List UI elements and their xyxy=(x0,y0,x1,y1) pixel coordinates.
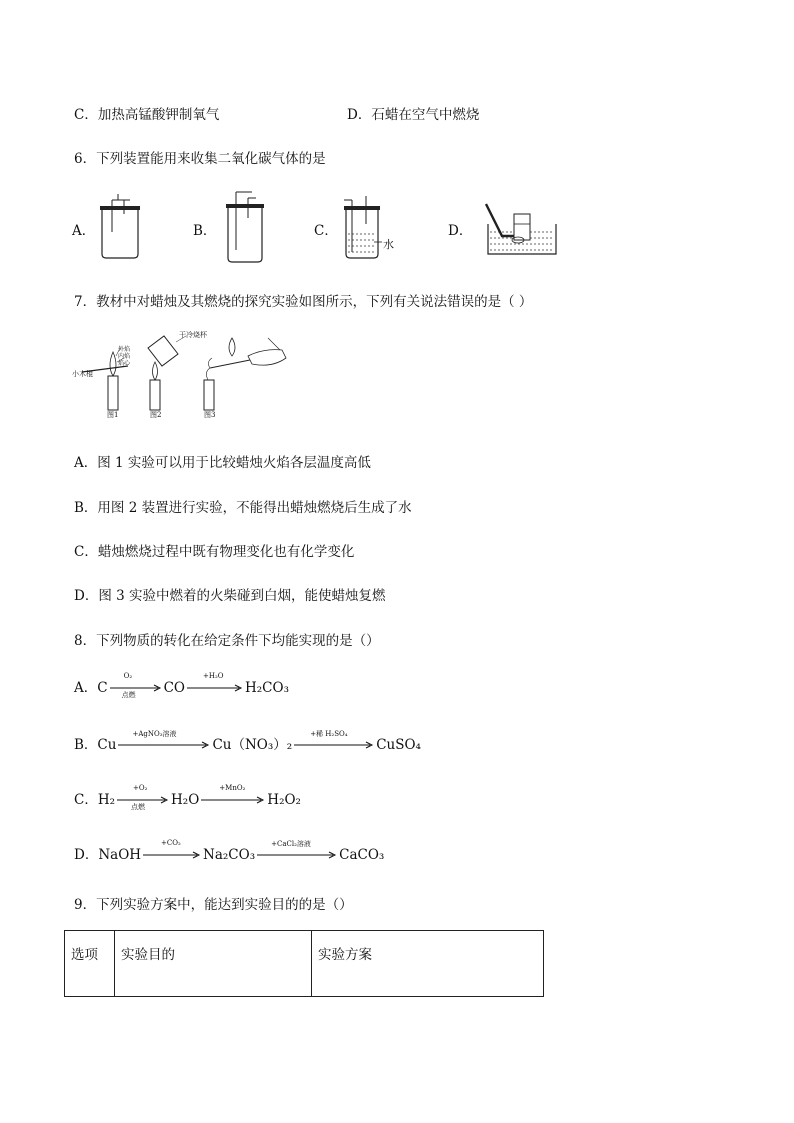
q8-c-s1: H₂ xyxy=(97,792,116,808)
q8-d-arrow1 xyxy=(143,839,201,863)
q6-stem: 6．下列装置能用来收集二氧化碳气体的是 xyxy=(74,151,326,167)
q6-apparatus-a xyxy=(96,192,146,262)
q6-label-c: C． xyxy=(314,223,338,239)
q8-c-arrow2-top: +MnO₂ xyxy=(219,784,246,792)
q6-label-b: B． xyxy=(193,223,217,239)
q8-b-s3: CuSO₄ xyxy=(376,737,421,753)
q8-d-s2: Na₂CO₃ xyxy=(203,847,256,863)
q6-label-d: D． xyxy=(448,223,473,239)
q7-option-c: C．蜡烛燃烧过程中既有物理变化也有化学变化 xyxy=(74,544,355,560)
q7-label-fig1: 图1 xyxy=(107,411,119,419)
option-d-prev: D．石蜡在空气中燃烧 xyxy=(347,107,480,123)
q6-water-label: 水 xyxy=(383,238,394,251)
q6-label-a: A． xyxy=(72,223,96,239)
q9-stem: 9．下列实验方案中，能达到实验目的的是（） xyxy=(74,897,353,913)
q7-label-stick: 小木棍 xyxy=(72,370,93,378)
q8-stem: 8．下列物质的转化在给定条件下均能实现的是（） xyxy=(74,633,380,649)
q8-a-arrow2 xyxy=(187,672,243,696)
q8-c-s2: H₂O xyxy=(171,792,200,808)
q9-header-plan: 实验方案 xyxy=(312,931,544,997)
q8-d-arrow2-top: +CaCl₂溶液 xyxy=(271,840,311,848)
q8-b-arrow1-top: +AgNO₃溶液 xyxy=(132,730,177,738)
q8-a-s1: C xyxy=(97,680,108,696)
q9-header-purpose: 实验目的 xyxy=(115,931,312,997)
option-c-prev: C．加热高锰酸钾制氧气 xyxy=(74,107,220,123)
q7-option-a: A．图 1 实验可以用于比较蜡烛火焰各层温度高低 xyxy=(74,455,371,471)
q7-stem: 7．教材中对蜡烛及其燃烧的探究实验如图所示，下列有关说法错误的是（ ） xyxy=(74,294,533,310)
q7-label-beaker: 干冷烧杯 xyxy=(179,331,207,339)
q6-apparatus-c xyxy=(342,194,386,262)
q8-d-s3: CaCO₃ xyxy=(339,847,385,863)
q7-label-flame1: 外焰 xyxy=(118,346,131,353)
q8-option-c xyxy=(74,784,301,811)
q8-a-s3: H₂CO₃ xyxy=(245,680,289,696)
q7-label-fig3: 图3 xyxy=(204,411,216,419)
q8-c-s3: H₂O₂ xyxy=(267,792,301,808)
q7-option-d: D．图 3 实验中燃着的火柴碰到白烟，能使蜡烛复燃 xyxy=(74,588,386,604)
q8-a-s2: CO xyxy=(163,680,185,696)
q8-d-arrow2 xyxy=(257,840,337,863)
q8-b-label: B． xyxy=(74,737,98,753)
q8-option-a xyxy=(74,672,289,699)
q8-option-b xyxy=(74,730,421,753)
q8-c-arrow1 xyxy=(117,784,169,811)
q7-option-b: B．用图 2 装置进行实验，不能得出蜡烛燃烧后生成了水 xyxy=(74,500,412,516)
q8-a-arrow1 xyxy=(110,672,162,699)
q9-table xyxy=(64,930,544,997)
q8-d-arrow1-top: +CO₂ xyxy=(161,839,181,847)
q8-d-s1: NaOH xyxy=(98,847,142,863)
q8-c-arrow1-bot: 点燃 xyxy=(131,803,146,811)
q8-c-label: C． xyxy=(74,792,98,808)
q8-a-arrow1-bot: 点燃 xyxy=(121,691,136,699)
q8-a-label: A． xyxy=(74,680,98,696)
q6-apparatus-d xyxy=(484,196,560,258)
q8-b-arrow2-top: +稀 H₂SO₄ xyxy=(310,730,348,738)
q8-b-s2: Cu（NO₃）₂ xyxy=(212,737,293,753)
q7-label-flame3: 焰心 xyxy=(118,360,131,367)
q9-header-option: 选项 xyxy=(65,931,115,997)
q7-label-fig2: 图2 xyxy=(150,411,162,419)
q7-label-flame2: 内焰 xyxy=(118,353,131,360)
q8-d-label: D． xyxy=(74,847,99,863)
q6-apparatus-b xyxy=(222,188,268,266)
q8-c-arrow2 xyxy=(201,784,265,808)
table-row xyxy=(65,931,544,997)
q8-b-s1: Cu xyxy=(97,737,117,753)
q8-option-d xyxy=(74,839,385,863)
q8-a-arrow1-top: O₂ xyxy=(123,672,133,680)
q8-a-arrow2-top: +H₂O xyxy=(203,672,224,680)
q8-b-arrow1 xyxy=(118,730,210,753)
q8-b-arrow2 xyxy=(294,730,374,753)
q8-c-arrow1-top: +O₂ xyxy=(133,784,148,792)
q7-figure xyxy=(72,328,287,424)
